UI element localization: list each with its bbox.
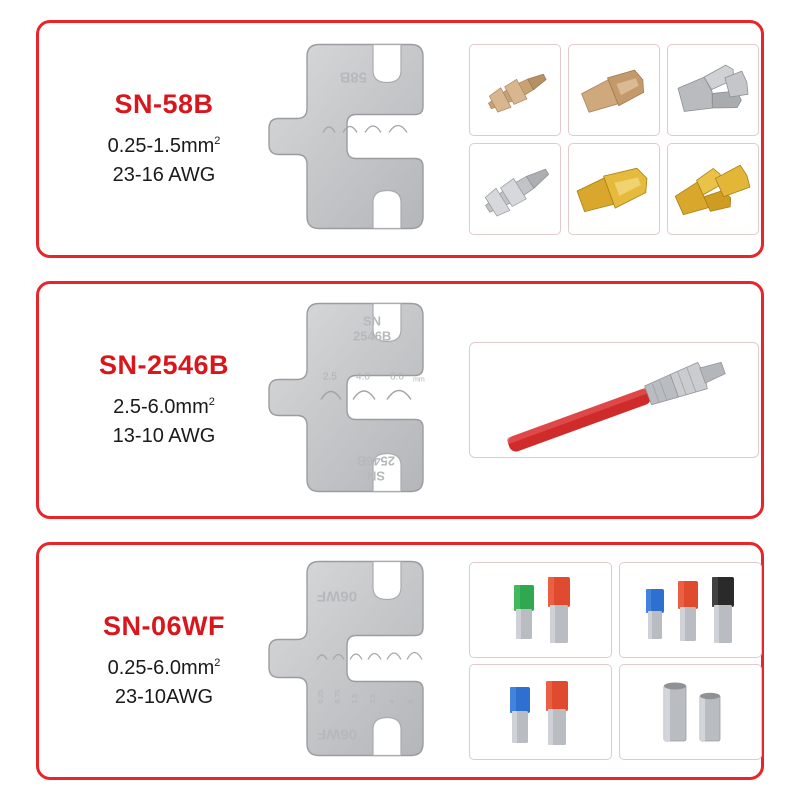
model-name: SN-2546B	[98, 349, 230, 380]
product-panel-sn-06wf	[36, 542, 764, 780]
ferrule-cell-green-red	[469, 562, 612, 658]
ferrule-sample-grid	[469, 562, 763, 760]
model-name: SN-06WF	[102, 610, 225, 641]
spec-mm-superscript: 2	[214, 135, 221, 148]
die-size-label-1-5: 1.5	[352, 693, 359, 704]
die-size-label-6-0: 6.0	[390, 371, 404, 383]
product-panel-sn-58b	[36, 20, 764, 258]
ferrule-cell-blue-red-black	[619, 562, 762, 658]
crimper-die-jaw-sn-58b	[261, 37, 451, 242]
die-size-label-0-25: 0.25	[318, 689, 325, 704]
panel-label-block	[59, 610, 269, 712]
spec-awg: 23-16 AWG	[112, 164, 216, 187]
jaw-engraving-text: 58B	[339, 68, 367, 86]
spec-text	[59, 654, 269, 712]
terminal-cell-brass-male-spade	[667, 143, 759, 235]
spec-mm-superscript: 2	[214, 657, 221, 670]
die-size-label-4-0: 4.0	[356, 371, 370, 383]
jaw-engraving-top-text: 06WF	[316, 587, 357, 605]
die-size-label-6: 6	[408, 699, 415, 704]
panel-label-block	[59, 349, 269, 451]
crimped-terminal-on-red-wire-cell	[469, 342, 759, 458]
terminal-cell-female-spade-insulated	[568, 44, 660, 136]
ferrule-cell-bare-pair	[619, 664, 762, 760]
die-size-label-4: 4	[389, 699, 396, 704]
die-size-label-2-5: 2.5	[370, 693, 377, 704]
model-name: SN-58B	[114, 88, 214, 119]
spec-text	[59, 132, 269, 190]
crimper-die-jaw-sn-06wf	[261, 554, 451, 769]
spec-mm-superscript: 2	[208, 396, 215, 409]
jaw-engraving-bottom-sn: SN	[366, 468, 385, 484]
ferrule-cell-blue-red	[469, 664, 612, 760]
jaw-engraving-bottom-2546b: 2546B	[356, 453, 395, 469]
die-size-label-0-75: 0.75	[335, 689, 342, 704]
crimper-die-jaw-sn-2546b	[261, 298, 451, 503]
terminal-cell-male-tab-bent	[667, 44, 759, 136]
terminal-cell-open-barrel	[469, 44, 561, 136]
jaw-engraving-bottom-text: 06WF	[316, 725, 357, 743]
terminal-cell-open-barrel-silver	[469, 143, 561, 235]
die-unit-label: mm	[413, 376, 425, 384]
spec-awg: 23-10AWG	[114, 686, 214, 709]
terminal-cell-brass-female-spade	[568, 143, 660, 235]
spec-mm: 0.25-1.5mm	[107, 135, 215, 158]
spec-text	[59, 393, 269, 451]
product-panel-sn-2546b	[36, 281, 764, 519]
spec-mm: 0.25-6.0mm	[107, 657, 215, 680]
spec-awg: 13-10 AWG	[112, 425, 216, 448]
jaw-engraving-top-2546b: 2546B	[353, 328, 392, 344]
terminal-sample-grid	[469, 44, 759, 234]
jaw-engraving-top-sn: SN	[363, 313, 382, 329]
die-size-label-2-5: 2.5	[323, 371, 337, 383]
spec-mm: 2.5-6.0mm	[113, 396, 209, 419]
panel-label-block	[59, 88, 269, 190]
